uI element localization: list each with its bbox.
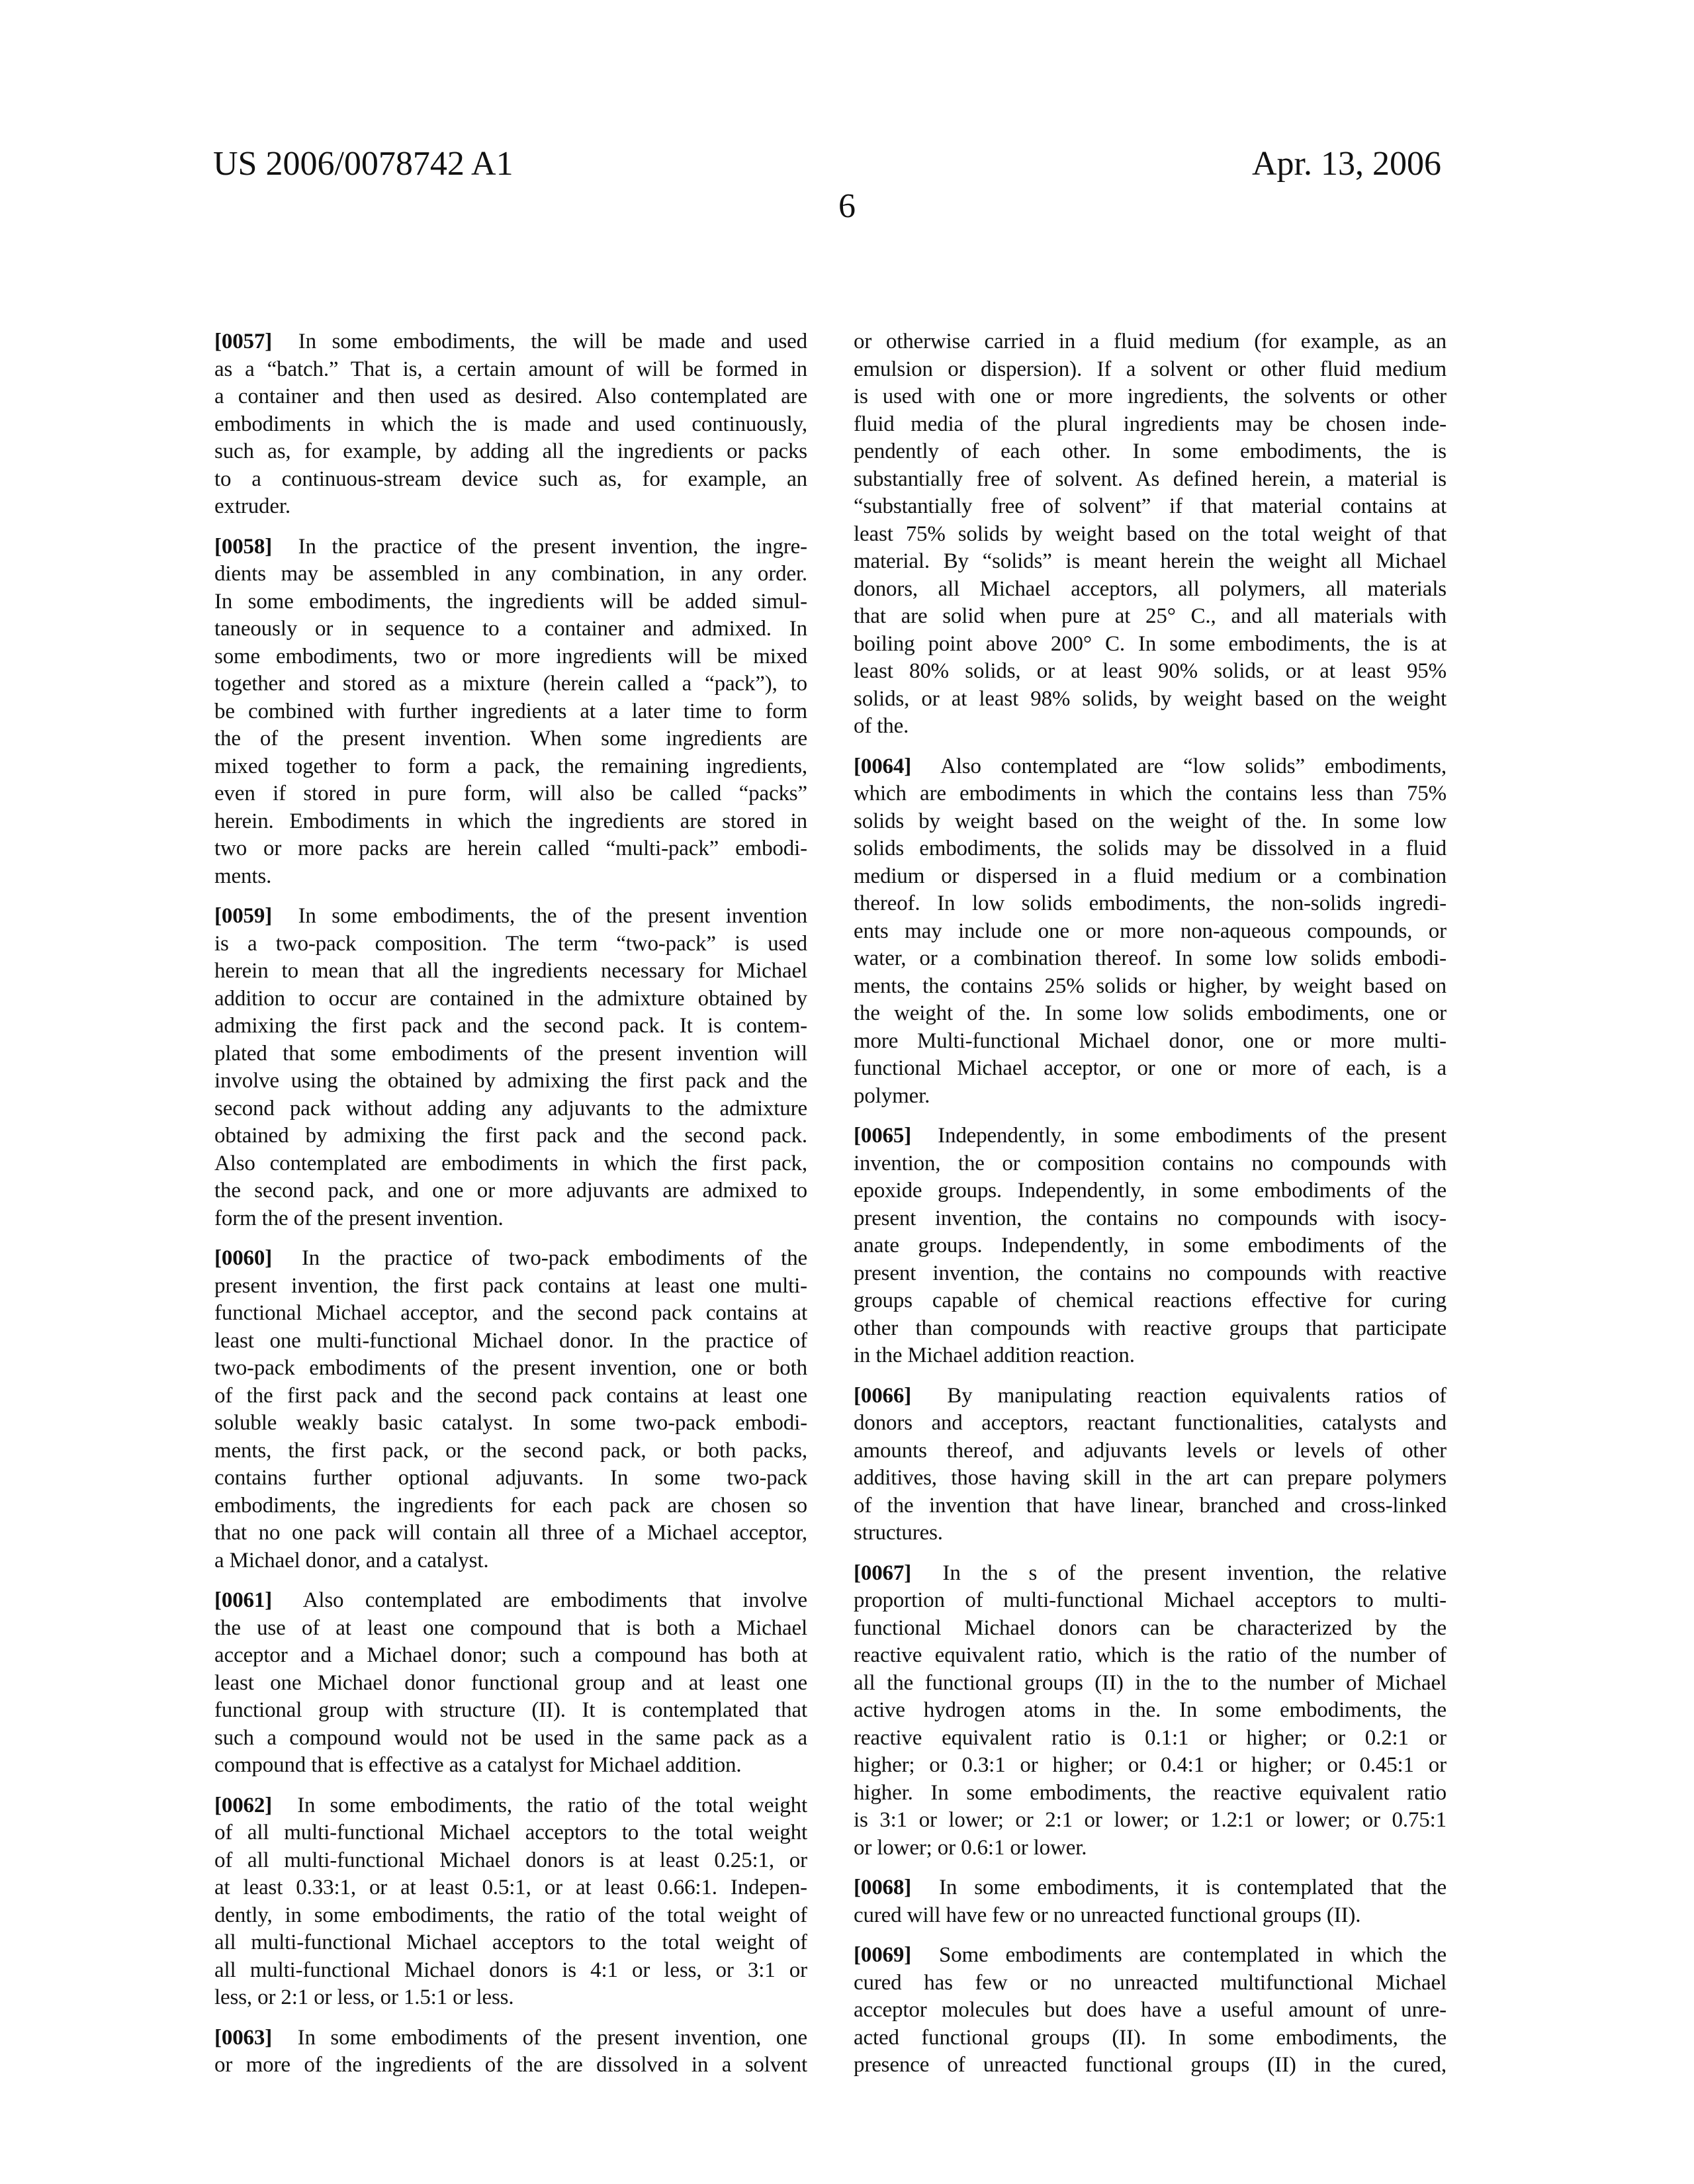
line-text: the use of at least one compound that is both a Michael — [214, 1616, 807, 1640]
line-text: invention, the or composition contains no compounds with — [854, 1152, 1447, 1175]
line-text: acceptor molecules but does have a useful amount of unre- — [854, 1998, 1447, 2022]
text-line — [854, 548, 1447, 576]
line-text: Also contemplated are embodiments in which the first pack, — [214, 1152, 807, 1175]
text-line — [214, 698, 807, 726]
text-line — [854, 576, 1447, 604]
text-line — [854, 1177, 1447, 1205]
line-text: polymer. — [854, 1084, 930, 1108]
line-text: structures. — [854, 1521, 943, 1545]
text-line — [214, 411, 807, 439]
line-text: least one Michael donor functional group and at least one — [214, 1671, 807, 1695]
text-line — [214, 1013, 807, 1040]
line-text: a Michael donor, and a catalyst. — [214, 1549, 488, 1572]
line-text: that are solid when pure at 25° C., and all materials with — [854, 604, 1447, 628]
paragraph-number: [0060] — [214, 1246, 272, 1270]
text-line — [214, 466, 807, 494]
line-text: more Multi-functional Michael donor, one or more multi- — [854, 1029, 1447, 1053]
line-text: all multi-functional Michael acceptors to the total weight of — [214, 1931, 807, 1954]
text-line — [214, 1300, 807, 1328]
paragraph-number: [0063] — [214, 2026, 272, 2050]
text-line — [214, 1068, 807, 1095]
line-text: epoxide groups. Independently, in some embodiments of the — [854, 1179, 1447, 1203]
line-text: functional Michael acceptor, and the second pack contains at — [214, 1301, 807, 1325]
text-line — [854, 1492, 1447, 1520]
left-column — [214, 328, 807, 2092]
paragraph-number: [0069] — [854, 1943, 911, 1967]
line-text: solids, or at least 98% solids, by weight based on the weight — [854, 687, 1447, 711]
text-line — [854, 631, 1447, 659]
line-text: proportion of multi-functional Michael acceptors to multi- — [854, 1588, 1447, 1612]
text-line — [214, 808, 807, 836]
line-text: fluid media of the plural ingredients may be chosen inde- — [854, 412, 1447, 436]
text-line — [854, 753, 1447, 781]
text-line — [214, 725, 807, 753]
text-line — [854, 1410, 1447, 1437]
text-line — [214, 1725, 807, 1752]
line-text: contains further optional adjuvants. In some two-pack — [214, 1466, 807, 1490]
line-text: ments. — [214, 864, 271, 888]
text-line — [854, 1150, 1447, 1178]
line-text: Also contemplated are “low solids” embodiments, — [940, 754, 1447, 778]
line-text: present invention, the contains no compounds with isocy- — [854, 1206, 1447, 1230]
line-text: the second pack, and one or more adjuvants are admixed to — [214, 1179, 807, 1203]
line-text: ments, the first pack, or the second pack, or both packs, — [214, 1439, 807, 1463]
text-line — [214, 493, 807, 521]
line-text: cured has few or no unreacted multifunctional Michael — [854, 1971, 1447, 1995]
text-line — [854, 1055, 1447, 1083]
text-line — [214, 1642, 807, 1670]
line-text: herein. Embodiments in which the ingredients are stored in — [214, 809, 807, 833]
text-line — [214, 1697, 807, 1725]
line-text: even if stored in pure form, will also be called “packs” — [214, 782, 807, 805]
text-line — [214, 1437, 807, 1465]
text-line — [854, 1383, 1447, 1410]
line-text: thereof. In low solids embodiments, the non-solids ingredi- — [854, 891, 1447, 915]
line-text: is used with one or more ingredients, the solvents or other — [854, 385, 1447, 408]
publication-date: Apr. 13, 2006 — [1252, 144, 1441, 184]
text-line — [214, 438, 807, 466]
line-text: ents may include one or more non-aqueous compounds, or — [854, 919, 1447, 943]
line-text: present invention, the first pack contains at least one multi- — [214, 1274, 807, 1298]
line-text: the of the present invention. When some ingredients are — [214, 727, 807, 751]
text-line — [854, 1437, 1447, 1465]
text-line — [214, 356, 807, 384]
line-text: In the practice of two-pack embodiments of the — [302, 1246, 807, 1270]
line-text: Some embodiments are contemplated in which the — [939, 1943, 1447, 1967]
text-line — [854, 438, 1447, 466]
text-line — [854, 1287, 1447, 1315]
line-text: of the first pack and the second pack contains at least one — [214, 1384, 807, 1408]
text-line — [854, 603, 1447, 631]
text-line — [854, 328, 1447, 356]
line-text: be combined with further ingredients at a later time to form — [214, 700, 807, 723]
line-text: dently, in some embodiments, the ratio of the total weight of — [214, 1903, 807, 1927]
text-line — [214, 1273, 807, 1300]
text-line — [214, 1587, 807, 1615]
line-text: at least 0.33:1, or at least 0.5:1, or at least 0.66:1. Indepen- — [214, 1876, 807, 1899]
text-line — [854, 1752, 1447, 1780]
paragraph-number: [0065] — [854, 1124, 911, 1148]
text-line — [854, 521, 1447, 549]
text-line — [854, 890, 1447, 918]
text-line — [214, 561, 807, 588]
text-line — [214, 985, 807, 1013]
paragraph-number: [0068] — [854, 1876, 911, 1899]
text-line — [214, 1902, 807, 1930]
text-line — [854, 493, 1447, 521]
line-text: mixed together to form a pack, the remaining ingredients, — [214, 754, 807, 778]
text-line — [214, 1670, 807, 1698]
line-text: which are embodiments in which the contains less than 75% — [854, 782, 1447, 805]
line-text: plated that some embodiments of the present invention will — [214, 1042, 807, 1066]
line-text: medium or dispersed in a fluid medium or a combination — [854, 864, 1447, 888]
paragraph-number: [0064] — [854, 754, 911, 778]
text-line — [214, 1929, 807, 1957]
text-line — [854, 1902, 1447, 1930]
line-text: or otherwise carried in a fluid medium (for example, as an — [854, 330, 1447, 353]
text-line — [214, 2025, 807, 2052]
line-text: other than compounds with reactive groups that participate — [854, 1316, 1447, 1340]
text-line — [854, 1232, 1447, 1260]
text-line — [854, 383, 1447, 411]
text-line — [214, 1819, 807, 1847]
text-line — [854, 1083, 1447, 1111]
text-line — [214, 383, 807, 411]
text-line — [854, 1122, 1447, 1150]
line-text: some embodiments, two or more ingredients will be mixed — [214, 645, 807, 668]
line-text: such a compound would not be used in the same pack as a — [214, 1726, 807, 1750]
line-text: embodiments in which the is made and used continuously, — [214, 412, 807, 436]
line-text: cured will have few or no unreacted functional groups (II). — [854, 1903, 1360, 1927]
line-text: to a continuous-stream device such as, for example, an — [214, 467, 807, 491]
line-text: such as, for example, by adding all the ingredients or packs — [214, 439, 807, 463]
text-line — [854, 1874, 1447, 1902]
line-text: higher. In some embodiments, the reactive equivalent ratio — [854, 1781, 1447, 1805]
text-line — [214, 1615, 807, 1643]
line-text: together and stored as a mixture (herein called a “pack”), to — [214, 672, 807, 696]
paragraph-number: [0066] — [854, 1384, 911, 1408]
line-text: all multi-functional Michael donors is 4:1 or less, or 3:1 or — [214, 1958, 807, 1982]
text-line — [214, 1520, 807, 1547]
text-line — [854, 1697, 1447, 1725]
line-text: solids embodiments, the solids may be dissolved in a fluid — [854, 837, 1447, 860]
line-text: boiling point above 200° C. In some embodiments, the is at — [854, 632, 1447, 656]
paragraph-number: [0057] — [214, 330, 272, 353]
paragraph — [854, 1122, 1447, 1370]
text-line — [854, 1670, 1447, 1698]
line-text: less, or 2:1 or less, or 1.5:1 or less. — [214, 1985, 513, 2009]
text-line — [854, 1520, 1447, 1547]
text-line — [854, 1315, 1447, 1343]
page-number: 6 — [0, 187, 1694, 226]
line-text: of the. — [854, 714, 909, 738]
line-text: acceptor and a Michael donor; such a compound has both at — [214, 1643, 807, 1667]
line-text: addition to occur are contained in the admixture obtained by — [214, 987, 807, 1011]
text-line — [854, 1835, 1447, 1862]
line-text: In some embodiments, the of the present invention — [298, 904, 807, 928]
text-line — [854, 1615, 1447, 1643]
text-line — [854, 863, 1447, 891]
line-text: donors, all Michael acceptors, all polymers, all materials — [854, 577, 1447, 601]
line-text: or lower; or 0.6:1 or lower. — [854, 1836, 1087, 1860]
text-line — [854, 780, 1447, 808]
line-text: least 75% solids by weight based on the total weight of that — [854, 522, 1447, 546]
line-text: In some embodiments of the present invention, one — [298, 2026, 807, 2050]
text-line — [214, 753, 807, 781]
paragraph — [214, 1792, 807, 2012]
paragraph-number: [0058] — [214, 535, 272, 559]
line-text: pendently of each other. In some embodiments, the is — [854, 439, 1447, 463]
text-line — [214, 1874, 807, 1902]
text-line — [214, 1957, 807, 1985]
text-line — [854, 713, 1447, 741]
line-text: least 80% solids, or at least 90% solids, or at least 95% — [854, 659, 1447, 683]
text-line — [214, 533, 807, 561]
line-text: In the s of the present invention, the relative — [943, 1561, 1447, 1585]
text-line — [854, 1465, 1447, 1492]
text-line — [214, 1122, 807, 1150]
paragraph — [214, 1245, 807, 1574]
line-text: embodiments, the ingredients for each pack are chosen so — [214, 1494, 807, 1518]
text-line — [214, 863, 807, 891]
text-line — [214, 931, 807, 958]
paragraph — [854, 1560, 1447, 1862]
line-text: admixing the first pack and the second pack. It is contem- — [214, 1014, 807, 1038]
text-line — [854, 945, 1447, 973]
line-text: of all multi-functional Michael donors is at least 0.25:1, or — [214, 1848, 807, 1872]
text-line — [214, 615, 807, 643]
paragraph — [214, 903, 807, 1232]
text-line — [214, 1492, 807, 1520]
text-line — [214, 1792, 807, 1820]
line-text: that no one pack will contain all three of a Michael acceptor, — [214, 1521, 807, 1545]
line-text: In some embodiments, the ingredients will be added simul- — [214, 590, 807, 614]
text-line — [214, 958, 807, 985]
line-text: second pack without adding any adjuvants to the admixture — [214, 1097, 807, 1120]
paragraph — [854, 753, 1447, 1111]
text-line — [854, 1587, 1447, 1615]
text-line — [854, 356, 1447, 384]
line-text: least one multi-functional Michael donor. In the practice of — [214, 1329, 807, 1353]
line-text: involve using the obtained by admixing the first pack and the — [214, 1069, 807, 1093]
line-text: presence of unreacted functional groups (II) in the cured, — [854, 2053, 1447, 2077]
text-line — [214, 835, 807, 863]
paragraph — [214, 533, 807, 891]
line-text: extruder. — [214, 494, 290, 518]
line-text: higher; or 0.3:1 or higher; or 0.4:1 or higher; or 0.45:1 or — [854, 1753, 1447, 1777]
line-text: anate groups. Independently, in some embodiments of the — [854, 1234, 1447, 1257]
line-text: In some embodiments, the will be made and used — [298, 330, 807, 353]
line-text: active hydrogen atoms in the. In some embodiments, the — [854, 1698, 1447, 1722]
text-line — [214, 643, 807, 671]
line-text: In some embodiments, the ratio of the total weight — [297, 1794, 807, 1817]
line-text: water, or a combination thereof. In some low solids embodi- — [854, 946, 1447, 970]
line-text: ments, the contains 25% solids or higher, by weight based on — [854, 974, 1447, 998]
line-text: two or more packs are herein called “multi-pack” embodi- — [214, 837, 807, 860]
line-text: obtained by admixing the first pack and the second pack. — [214, 1124, 807, 1148]
text-line — [854, 1725, 1447, 1752]
text-line — [214, 1095, 807, 1123]
text-line — [214, 1383, 807, 1410]
line-text: functional group with structure (II). It is contemplated that — [214, 1698, 807, 1722]
line-text: By manipulating reaction equivalents ratios of — [947, 1384, 1447, 1408]
paragraph — [854, 1383, 1447, 1547]
text-line — [854, 1028, 1447, 1056]
text-line — [854, 1342, 1447, 1370]
line-text: dients may be assembled in any combination, in any order. — [214, 562, 807, 586]
text-line — [854, 2052, 1447, 2079]
line-text: is a two-pack composition. The term “two-pack” is used — [214, 932, 807, 956]
line-text: “substantially free of solvent” if that material contains at — [854, 494, 1447, 518]
text-line — [854, 658, 1447, 686]
line-text: functional Michael acceptor, or one or more of each, is a — [854, 1056, 1447, 1080]
text-line — [854, 1942, 1447, 1970]
line-text: functional Michael donors can be characterized by the — [854, 1616, 1447, 1640]
line-text: material. By “solids” is meant herein the weight all Michael — [854, 549, 1447, 573]
text-line — [854, 973, 1447, 1001]
line-text: substantially free of solvent. As defined herein, a material is — [854, 467, 1447, 491]
text-line — [214, 1040, 807, 1068]
line-text: soluble weakly basic catalyst. In some two-pack embodi- — [214, 1411, 807, 1435]
text-line — [214, 1547, 807, 1575]
text-line — [214, 1410, 807, 1437]
line-text: acted functional groups (II). In some embodiments, the — [854, 2026, 1447, 2050]
line-text: two-pack embodiments of the present invention, one or both — [214, 1356, 807, 1380]
text-line — [214, 1355, 807, 1383]
text-line — [214, 1177, 807, 1205]
right-column — [854, 328, 1447, 2092]
line-text: or more of the ingredients of the are dissolved in a solvent — [214, 2053, 807, 2077]
text-line — [214, 1205, 807, 1233]
paragraph — [854, 328, 1447, 741]
text-line — [214, 1328, 807, 1355]
line-text: emulsion or dispersion). If a solvent or other fluid medium — [854, 357, 1447, 381]
line-text: present invention, the contains no compounds with reactive — [854, 1261, 1447, 1285]
text-line — [214, 2052, 807, 2079]
line-text: form the of the present invention. — [214, 1206, 504, 1230]
paragraph-number: [0062] — [214, 1794, 272, 1817]
text-line — [214, 588, 807, 616]
text-line — [854, 1642, 1447, 1670]
text-line — [854, 2025, 1447, 2052]
line-text: groups capable of chemical reactions effective for curing — [854, 1289, 1447, 1312]
line-text: In some embodiments, it is contemplated that the — [939, 1876, 1447, 1899]
line-text: compound that is effective as a catalyst for Michael addition. — [214, 1753, 742, 1777]
line-text: herein to mean that all the ingredients necessary for Michael — [214, 959, 807, 983]
line-text: Independently, in some embodiments of the present — [938, 1124, 1447, 1148]
text-line — [214, 670, 807, 698]
line-text: a container and then used as desired. Also contemplated are — [214, 385, 807, 408]
line-text: additives, those having skill in the art can prepare polymers — [854, 1466, 1447, 1490]
line-text: of the invention that have linear, branched and cross-linked — [854, 1494, 1447, 1518]
text-line — [854, 466, 1447, 494]
text-line — [214, 1150, 807, 1178]
paragraph — [214, 2025, 807, 2079]
line-text: Also contemplated are embodiments that involve — [303, 1588, 807, 1612]
paragraph — [854, 1942, 1447, 2079]
line-text: reactive equivalent ratio, which is the ratio of the number of — [854, 1643, 1447, 1667]
line-text: of all multi-functional Michael acceptors to the total weight — [214, 1821, 807, 1844]
text-line — [214, 328, 807, 356]
line-text: In the practice of the present invention, the ingre- — [298, 535, 807, 559]
text-line — [854, 808, 1447, 836]
text-line — [854, 835, 1447, 863]
line-text: in the Michael addition reaction. — [854, 1343, 1135, 1367]
line-text: all the functional groups (II) in the to the number of Michael — [854, 1671, 1447, 1695]
text-line — [214, 903, 807, 931]
line-text: reactive equivalent ratio is 0.1:1 or higher; or 0.2:1 or — [854, 1726, 1447, 1750]
publication-number: US 2006/0078742 A1 — [213, 144, 513, 184]
text-line — [854, 686, 1447, 713]
line-text: is 3:1 or lower; or 2:1 or lower; or 1.2:1 or lower; or 0.75:1 — [854, 1808, 1447, 1832]
paragraph — [214, 328, 807, 521]
text-line — [854, 918, 1447, 946]
paragraph-number: [0061] — [214, 1588, 272, 1612]
text-line — [854, 1780, 1447, 1807]
text-line — [854, 1260, 1447, 1288]
line-text: the weight of the. In some low solids embodiments, one or — [854, 1001, 1447, 1025]
text-line — [854, 1560, 1447, 1588]
paragraph-number: [0067] — [854, 1561, 911, 1585]
line-text: as a “batch.” That is, a certain amount of will be formed in — [214, 357, 807, 381]
text-line — [214, 780, 807, 808]
text-line — [854, 1205, 1447, 1233]
text-line — [854, 1000, 1447, 1028]
text-line — [854, 1807, 1447, 1835]
paragraph-number: [0059] — [214, 904, 272, 928]
paragraph — [214, 1587, 807, 1780]
line-text: solids by weight based on the weight of the. In some low — [854, 809, 1447, 833]
paragraph — [854, 1874, 1447, 1929]
text-line — [214, 1245, 807, 1273]
text-line — [854, 1997, 1447, 2025]
text-line — [214, 1847, 807, 1875]
line-text: donors and acceptors, reactant functionalities, catalysts and — [854, 1411, 1447, 1435]
text-line — [854, 1970, 1447, 1997]
text-line — [854, 411, 1447, 439]
text-line — [214, 1465, 807, 1492]
text-line — [214, 1752, 807, 1780]
text-line — [214, 1984, 807, 2012]
line-text: amounts thereof, and adjuvants levels or levels of other — [854, 1439, 1447, 1463]
line-text: taneously or in sequence to a container and admixed. In — [214, 617, 807, 641]
